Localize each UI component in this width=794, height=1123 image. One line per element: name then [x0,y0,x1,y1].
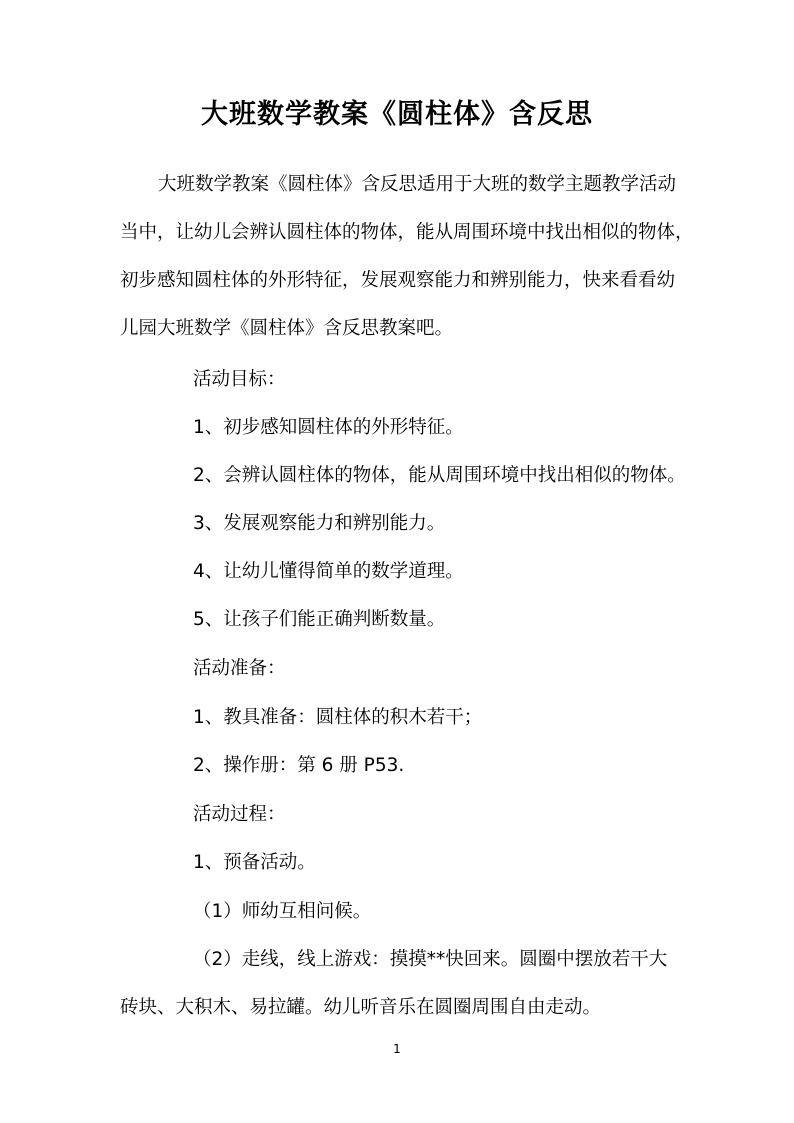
goal-item: 2、会辨认圆柱体的物体，能从周围环境中找出相似的物体。 [193,465,686,486]
process-item: （1）师幼互相问候。 [193,901,372,922]
prep-item: 1、教具准备：圆柱体的积木若干； [193,707,483,728]
prep-item: 2、操作册：第 6 册 P53. [193,755,405,776]
section-heading-goals: 活动目标： [193,369,286,390]
section-heading-process: 活动过程： [193,804,286,825]
goal-item: 3、发展观察能力和辨别能力。 [193,513,446,534]
intro-line: 当中，让幼儿会辨认圆柱体的物体，能从周围环境中找出相似的物体， [120,222,694,243]
process-item: 砖块、大积木、易拉罐。幼儿听音乐在圆圈周围自由走动。 [120,997,602,1018]
intro-line: 初步感知圆柱体的外形特征，发展观察能力和辨别能力，快来看看幼 [120,270,676,291]
intro-line: 大班数学教案《圆柱体》含反思适用于大班的数学主题教学活动 [158,174,677,195]
goal-item: 5、让孩子们能正确判断数量。 [193,609,446,630]
goal-item: 1、初步感知圆柱体的外形特征。 [193,417,464,438]
intro-line: 儿园大班数学《圆柱体》含反思教案吧。 [120,318,454,339]
section-heading-prep: 活动准备： [193,658,286,679]
process-item: （2）走线，线上游戏：摸摸**快回来。圆圈中摆放若干大 [193,949,668,970]
page-number: 1 [393,1042,401,1056]
goal-item: 4、让幼儿懂得简单的数学道理。 [193,561,464,582]
process-item: 1、预备活动。 [193,852,316,873]
document-title: 大班数学教案《圆柱体》含反思 [201,99,593,130]
